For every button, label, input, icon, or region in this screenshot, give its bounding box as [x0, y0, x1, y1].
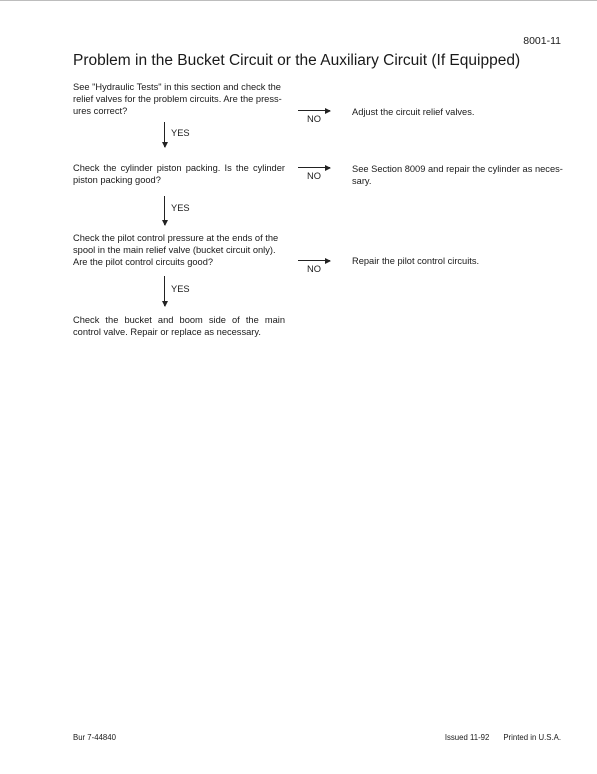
- step-1-no-action: Adjust the circuit relief valves.: [352, 107, 475, 117]
- final-step: Check the bucket and boom side of the main control valve. Repair or replace as necessary.: [73, 315, 285, 337]
- no-label-1: NO: [307, 114, 321, 124]
- page-title: Problem in the Bucket Circuit or the Auxiliary Circuit (If Equipped): [73, 52, 521, 69]
- no-label-3: NO: [307, 264, 321, 274]
- footer-issued: Issued 11-92: [444, 733, 490, 742]
- footer-part-number: Bur 7-44840: [73, 733, 116, 742]
- yes-label-3: YES: [171, 284, 190, 294]
- yes-arrow-1: [164, 122, 165, 147]
- step-2-no-action: See Section 8009 and repair the cylinder as neces-sary.: [352, 164, 563, 186]
- top-rule: [0, 0, 597, 1]
- footer-printed: Printed in U.S.A.: [503, 733, 561, 742]
- yes-arrow-2: [164, 196, 165, 225]
- no-arrow-2: [298, 167, 330, 168]
- no-arrow-1: [298, 110, 330, 111]
- yes-label-1: YES: [171, 128, 190, 138]
- step-3-no-action: Repair the pilot control circuits.: [352, 256, 480, 266]
- yes-label-2: YES: [171, 203, 190, 213]
- step-2-question: Check the cylinder piston packing. Is the cylinder piston packing good?: [73, 163, 285, 185]
- no-arrow-3: [298, 260, 330, 261]
- step-3-question: Check the pilot control pressure at the ends of the spool in the main relief valve (bucket circuit only). Are the pilot control circuits good?: [73, 233, 279, 267]
- no-label-2: NO: [307, 171, 321, 181]
- step-1-question: See "Hydraulic Tests" in this section and check the relief valves for the problem circuits. Are the press-ures correct?: [73, 82, 282, 116]
- page-number: 8001-11: [523, 35, 561, 47]
- footer-issue-info: [445, 733, 561, 742]
- yes-arrow-3: [164, 276, 165, 306]
